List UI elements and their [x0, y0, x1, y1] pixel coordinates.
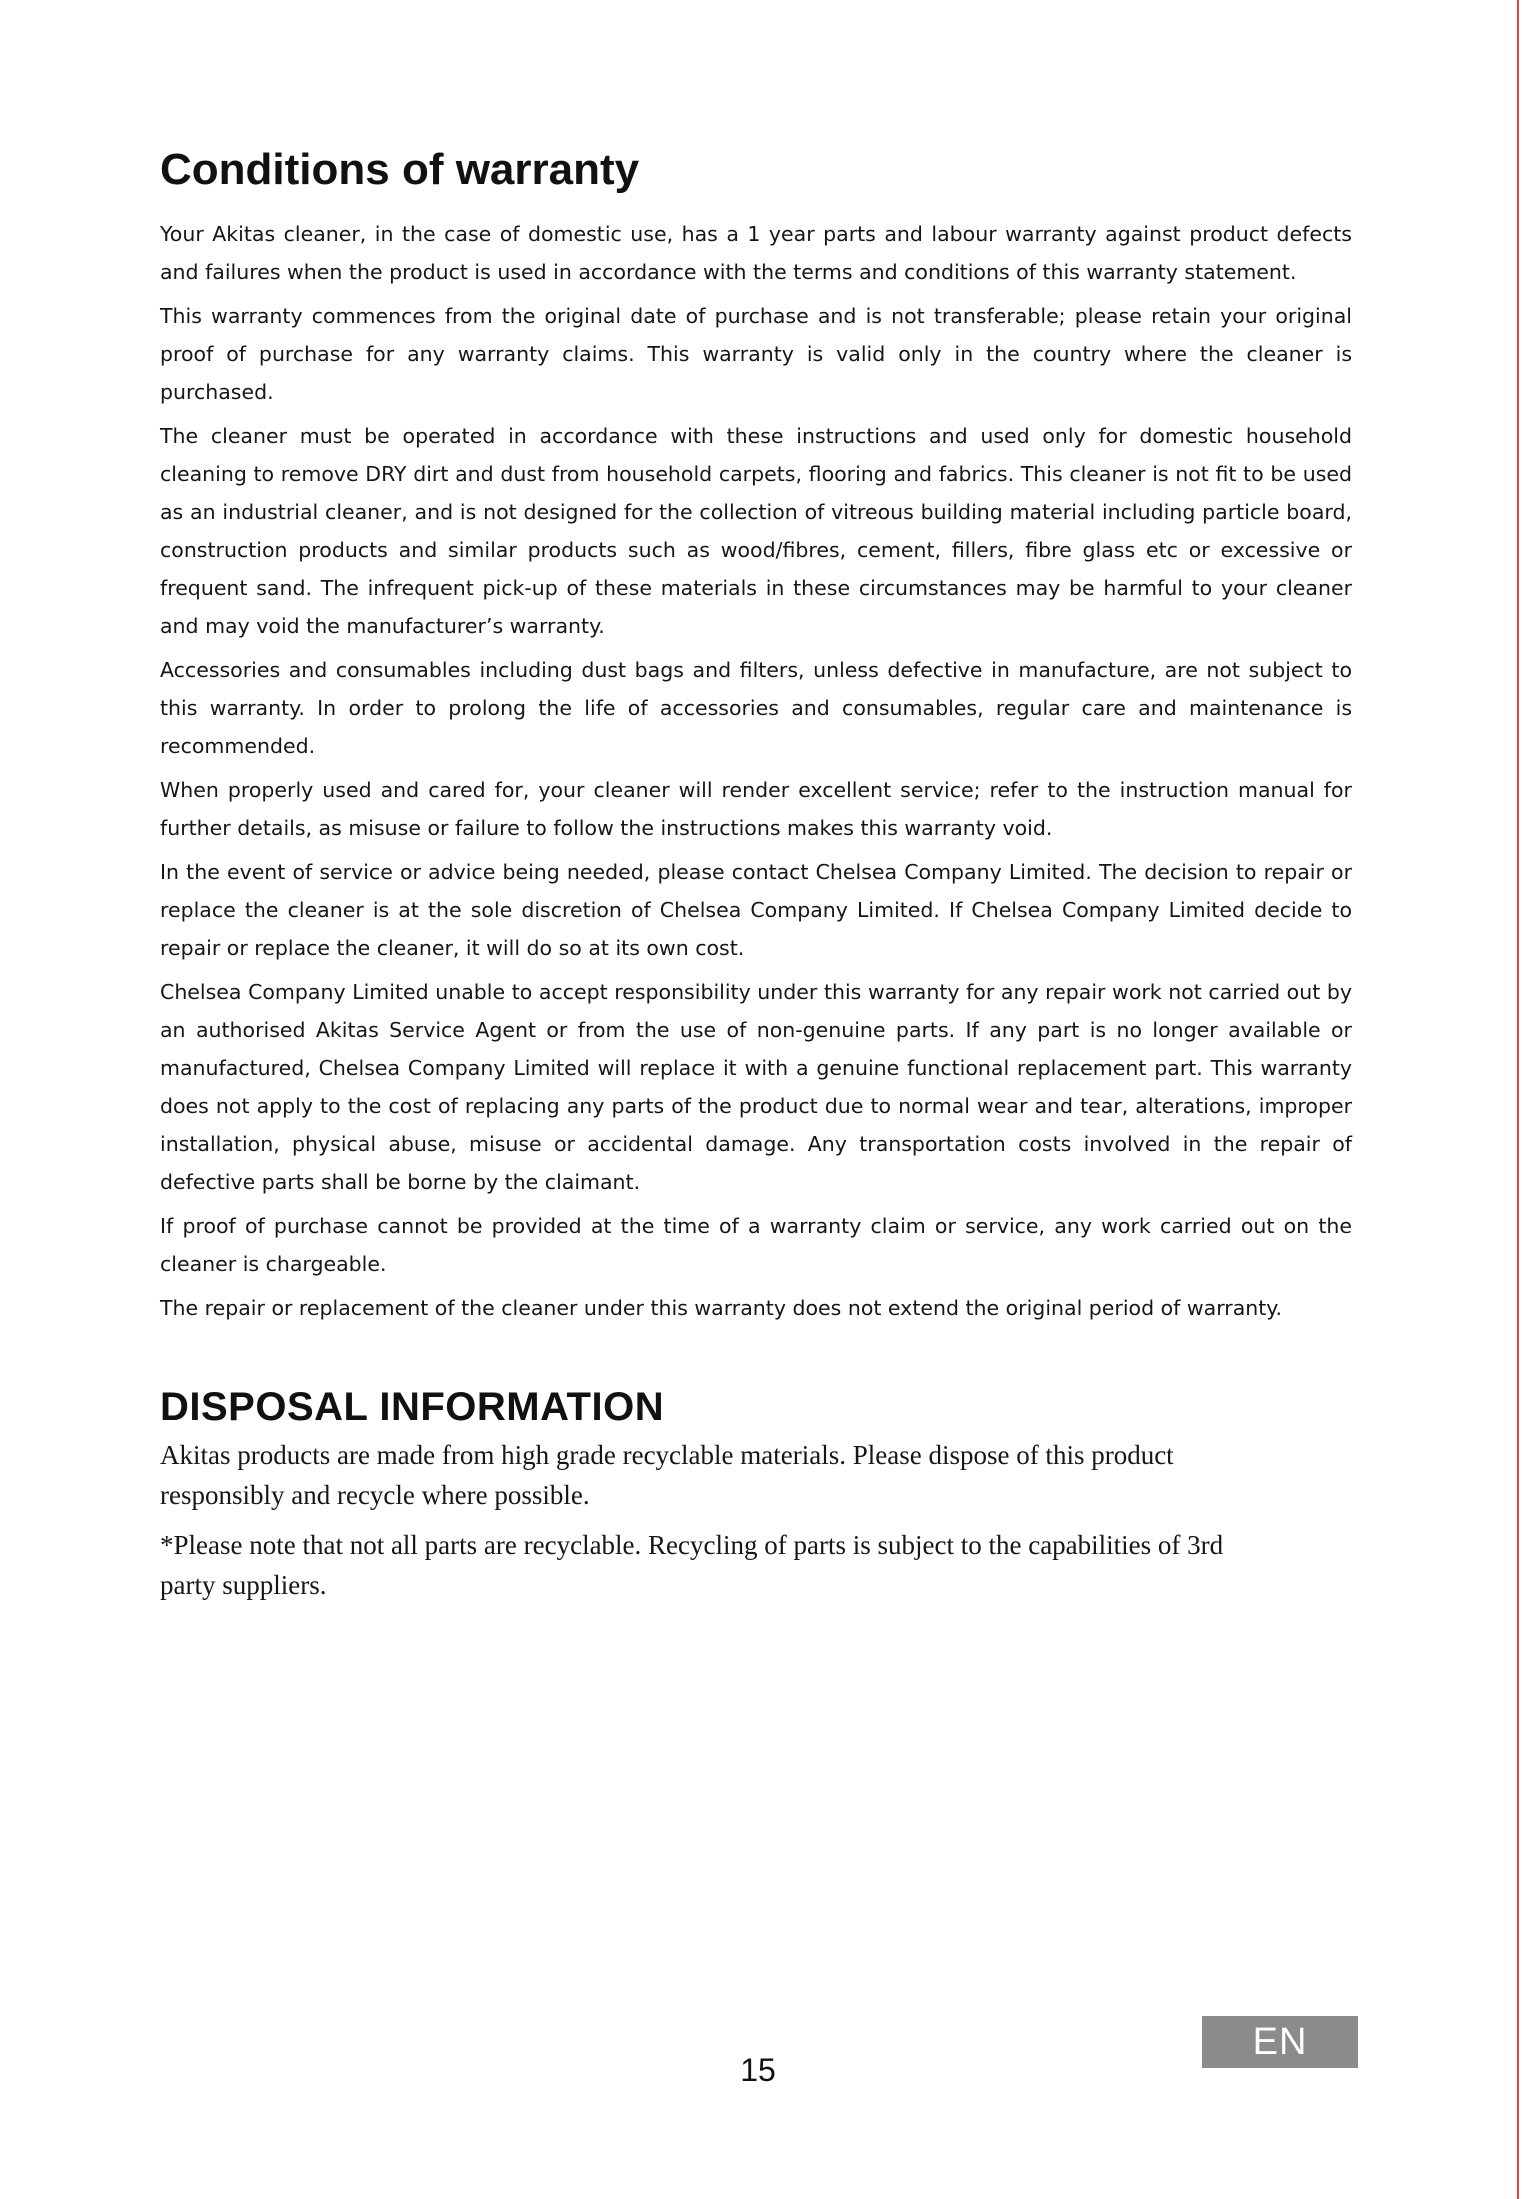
page-number: 15 — [740, 2052, 776, 2088]
warranty-paragraph-9: The repair or replacement of the cleaner under this warranty does not extend the original period of warranty. — [160, 1295, 1283, 1320]
warranty-heading: Conditions of warranty — [160, 145, 640, 194]
warranty-paragraph-5: When properly used and cared for, your cleaner will render excellent service; refer to the instruction manual for further details, as misuse or failure to follow the instructions makes this warranty void. — [160, 777, 1352, 840]
page-edge-line — [1517, 0, 1519, 2199]
disposal-paragraph-2: *Please note that not all parts are recyclable. Recycling of parts is subject to the capabilities of 3rd party suppliers. — [160, 1529, 1224, 1600]
warranty-paragraph-2: This warranty commences from the original date of purchase and is not transferable; please retain your original proof of purchase for any warranty claims. This warranty is valid only in the country where the cleaner is purchased. — [160, 303, 1352, 404]
disposal-heading: DISPOSAL INFORMATION — [160, 1384, 665, 1429]
language-badge: EN — [1202, 2016, 1358, 2068]
warranty-paragraph-6: In the event of service or advice being needed, please contact Chelsea Company Limited. The decision to repair or replace the cleaner is at the sole discretion of Chelsea Company Limited. If Chelsea Company Limited decide to repair or replace the cleaner, it will do so at its own cost. — [160, 859, 1352, 960]
warranty-paragraph-4: Accessories and consumables including dust bags and filters, unless defective in manufacture, are not subject to this warranty. In order to prolong the life of accessories and consumables, regular care and maintenance is recommended. — [160, 657, 1352, 758]
disposal-paragraph-1: Akitas products are made from high grade recyclable materials. Please dispose of this product responsibly and recycle where possible. — [160, 1439, 1174, 1510]
warranty-paragraph-7: Chelsea Company Limited unable to accept responsibility under this warranty for any repair work not carried out by an authorised Akitas Service Agent or from the use of non-genuine parts. If any part is no longer available or manufactured, Chelsea Company Limited will replace it with a genuine functional replacement part. This warranty does not apply to the cost of replacing any parts of the product due to normal wear and tear, alterations, improper installation, physical abuse, misuse or accidental damage. Any transportation costs involved in the repair of defective parts shall be borne by the claimant. — [160, 979, 1352, 1194]
warranty-paragraph-3: The cleaner must be operated in accordance with these instructions and used only for domestic household cleaning to remove DRY dirt and dust from household carpets, flooring and fabrics. This cleaner is not fit to be used as an industrial cleaner, and is not designed for the collection of vitreous building material including particle board, construction products and similar products such as wood/fibres, cement, fillers, fibre glass etc or excessive or frequent sand. The infrequent pick-up of these materials in these circumstances may be harmful to your cleaner and may void the manufacturer’s warranty. — [160, 423, 1352, 638]
warranty-paragraph-1: Your Akitas cleaner, in the case of domestic use, has a 1 year parts and labour warranty against product defects and failures when the product is used in accordance with the terms and conditions of this warranty statement. — [160, 221, 1352, 284]
warranty-paragraph-8: If proof of purchase cannot be provided at the time of a warranty claim or service, any work carried out on the cleaner is chargeable. — [160, 1213, 1352, 1276]
page-content — [160, 144, 1352, 1615]
